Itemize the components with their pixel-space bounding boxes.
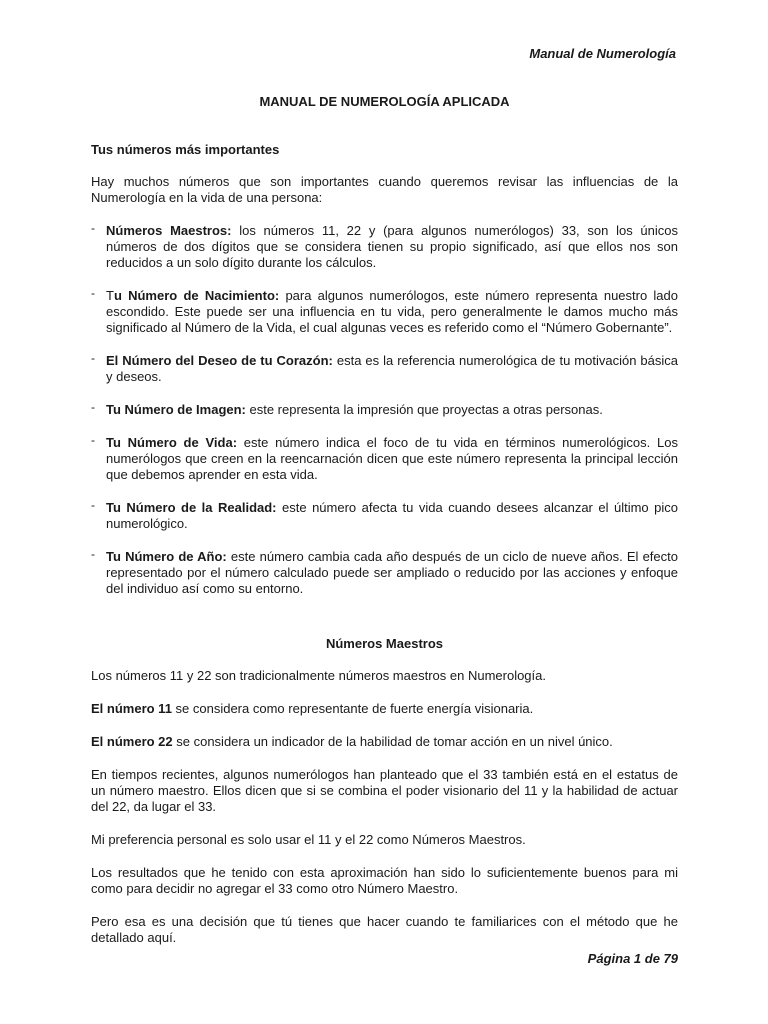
definition: este representa la impresión que proyectas a otras personas. xyxy=(245,402,603,417)
dash-bullet: - xyxy=(91,498,95,512)
definition: esta es la referencia numerológica de tu motivación básica y deseos. xyxy=(106,353,678,384)
term: u Número de Nacimiento: xyxy=(113,288,280,303)
term: El número 22 xyxy=(91,734,173,749)
term-prefix: T xyxy=(106,288,114,303)
paragraph: En tiempos recientes, algunos numerólogos han planteado que el 33 también está en el estatus de un número maestro. Ellos dicen que si se combina el poder visionario del 11 y la habilidad de actuar del 22, da lugar el 33. xyxy=(91,767,678,814)
definition: este número indica el foco de tu vida en términos numerológicos. Los numerólogos que creen en la reencarnación dicen que este número representa la principal lección que debemos aprender en esta vida. xyxy=(106,435,678,482)
term: El número 11 xyxy=(91,701,172,716)
section-heading-important-numbers: Tus números más importantes xyxy=(91,142,280,157)
definition: este número afecta tu vida cuando desees alcanzar el último pico numerológico. xyxy=(106,500,678,531)
paragraph: El número 11 se considera como representante de fuerte energía visionaria. xyxy=(91,701,534,716)
list-item xyxy=(91,288,678,336)
dash-bullet: - xyxy=(91,433,95,447)
term: Tu Número de Año: xyxy=(106,549,227,564)
paragraph: Pero esa es una decisión que tú tienes que hacer cuando te familiarices con el método que he detallado aquí. xyxy=(91,914,678,945)
definition: para algunos numerólogos, este número representa nuestro lado escondido. Este puede ser una influencia en tu vida, pero generalmente le damos mucho más significado al Número de la Vida, el cual algunas veces es referido como el “Número Gobernante”. xyxy=(106,288,678,335)
dash-bullet: - xyxy=(91,286,95,300)
intro-paragraph: Hay muchos números que son importantes cuando queremos revisar las influencias de la Numerología en la vida de una persona: xyxy=(91,174,678,205)
paragraph: Los resultados que he tenido con esta aproximación han sido lo suficientemente buenos para mi como para decidir no agregar el 33 como otro Número Maestro. xyxy=(91,865,678,896)
dash-bullet: - xyxy=(91,221,95,235)
definition: este número cambia cada año después de un ciclo de nueve años. El efecto representado por el número calculado puede ser ampliado o reducido por las acciones y enfoque del individuo así como su entorno. xyxy=(106,549,678,596)
section-heading-master-numbers: Números Maestros xyxy=(325,636,444,651)
term: Tu Número de Imagen: xyxy=(106,402,246,417)
running-header: Manual de Numerología xyxy=(529,46,676,61)
term: Tu Número de Vida: xyxy=(106,435,238,450)
definition: los números 11, 22 y (para algunos numerólogos) 33, son los únicos números de dos dígitos que se considera tienen su propio significado, así que ellos nos son reducidos a un solo dígito durante los cálculos. xyxy=(106,223,678,270)
document-title: MANUAL DE NUMEROLOGÍA APLICADA xyxy=(259,94,510,109)
dash-bullet: - xyxy=(91,400,95,414)
list-item xyxy=(91,435,678,483)
term: El Número del Deseo de tu Corazón: xyxy=(106,353,333,368)
definitions-list xyxy=(91,223,678,597)
list-item xyxy=(91,500,678,532)
list-item xyxy=(91,402,678,418)
spacer xyxy=(91,614,678,636)
list-item xyxy=(91,223,678,271)
dash-bullet: - xyxy=(91,547,95,561)
paragraph: El número 22 se considera un indicador de la habilidad de tomar acción en un nivel único. xyxy=(91,734,613,749)
term: Números Maestros: xyxy=(106,223,232,238)
term: Tu Número de la Realidad: xyxy=(106,500,277,515)
paragraph: Los números 11 y 22 son tradicionalmente números maestros en Numerología. xyxy=(91,668,546,683)
list-item xyxy=(91,353,678,385)
paragraph: Mi preferencia personal es solo usar el 11 y el 22 como Números Maestros. xyxy=(91,832,526,847)
page-content xyxy=(91,94,678,963)
list-item xyxy=(91,549,678,597)
dash-bullet: - xyxy=(91,351,95,365)
page-number: Página 1 de 79 xyxy=(587,951,678,966)
